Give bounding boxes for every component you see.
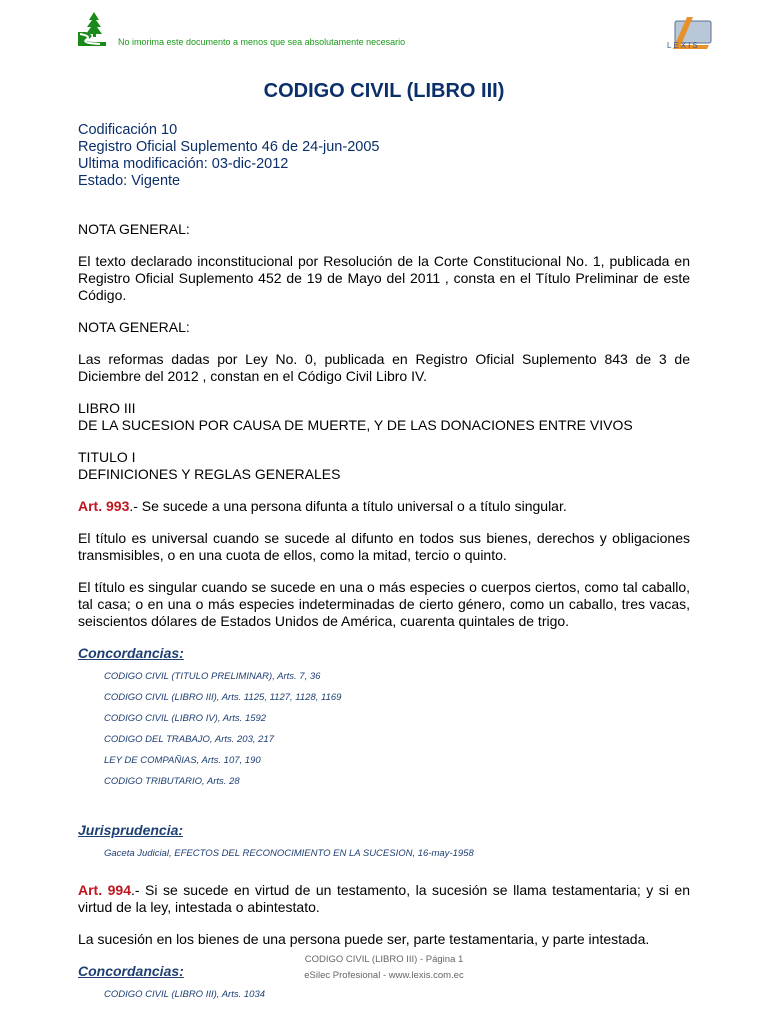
meta-line: Estado: Vigente [78, 173, 181, 189]
lexis-logo-text: LEXIS [667, 41, 700, 50]
meta-line: Codificación 10 [78, 122, 178, 138]
paragraph: La sucesión en los bienes de una persona puede ser, parte testamentaria, y parte intestada. [78, 931, 650, 947]
concordancia-link[interactable]: CODIGO CIVIL (LIBRO III), Arts. 1125, 1127, 1128, 1169 [104, 692, 342, 703]
paragraph: El título es universal cuando se sucede al difunto en todos sus bienes, derechos y obligaciones transmisibles, o en una cuota de ellos, como la mitad, tercio o quinto. [78, 530, 690, 563]
concordancias-list [78, 984, 690, 1005]
article-link[interactable]: Art. 994 [78, 882, 131, 898]
note-heading: NOTA GENERAL: [78, 319, 190, 335]
concordancias-heading: Concordancias: [78, 645, 184, 661]
footer-page: CODIGO CIVIL (LIBRO III) - Página 1 [304, 954, 464, 965]
document-meta [78, 122, 690, 190]
page-title: CODIGO CIVIL (LIBRO III) [263, 80, 505, 102]
concordancia-link[interactable]: CODIGO CIVIL (LIBRO IV), Arts. 1592 [104, 713, 267, 724]
concordancia-link[interactable]: CODIGO CIVIL (LIBRO III), Arts. 1034 [104, 989, 266, 1000]
meta-line: Registro Oficial Suplemento 46 de 24-jun-2005 [78, 139, 380, 155]
libro-title: DE LA SUCESION POR CAUSA DE MUERTE, Y DE LAS DONACIONES ENTRE VIVOS [78, 417, 633, 433]
note-text: El texto declarado inconstitucional por Resolución de la Corte Constitucional No. 1, publicada en Registro Oficial Suplemento 452 de 19 de Mayo del 2011 , consta en el Título Preliminar de este Código. [78, 253, 690, 303]
paragraph: El título es singular cuando se sucede en una o más especies o cuerpos ciertos, como tal caballo, tal casa; o en una o más especies indeterminadas de cierto género, como un caballo, tres vacas, seiscientos dólares de Estados Unidos de América, cuarenta quintales de trigo. [78, 579, 690, 629]
meta-line: Ultima modificación: 03-dic-2012 [78, 156, 289, 172]
print-notice: No imorima este documento a menos que sea absolutamente necesario [118, 37, 406, 47]
article-link[interactable]: Art. 993 [78, 498, 130, 514]
concordancia-link[interactable]: CODIGO CIVIL (TITULO PRELIMINAR), Arts. 7, 36 [104, 671, 321, 682]
article-text: .- Si se sucede en virtud de un testamento, la sucesión se llama testamentaria; y si en virtud de la ley, intestada o abintestato. [78, 882, 690, 915]
article-993 [78, 498, 690, 515]
concordancias-list [78, 666, 690, 792]
concordancia-link[interactable]: CODIGO DEL TRABAJO, Arts. 203, 217 [104, 734, 275, 745]
article-994 [78, 882, 690, 916]
jurisprudencia-link[interactable]: Gaceta Judicial, EFECTOS DEL RECONOCIMIENTO EN LA SUCESION, 16-may-1958 [104, 848, 474, 859]
jurisprudencia-list [78, 843, 690, 864]
article-text: .- Se sucede a una persona difunta a título universal o a título singular. [129, 498, 567, 514]
concordancia-link[interactable]: LEY DE COMPAÑIAS, Arts. 107, 190 [104, 755, 261, 766]
note-heading: NOTA GENERAL: [78, 221, 190, 237]
titulo-title: DEFINICIONES Y REGLAS GENERALES [78, 466, 341, 482]
tree-logo-icon [78, 12, 114, 46]
concordancia-link[interactable]: CODIGO TRIBUTARIO, Arts. 28 [104, 776, 240, 787]
titulo-heading [78, 449, 690, 483]
page-footer [0, 952, 768, 984]
libro-number: LIBRO III [78, 400, 136, 416]
titulo-number: TITULO I [78, 449, 136, 465]
libro-heading [78, 400, 690, 434]
note-text: Las reformas dadas por Ley No. 0, publicada en Registro Oficial Suplemento 843 de 3 de Diciembre del 2012 , constan en el Código Civil Libro IV. [78, 351, 690, 384]
footer-source: eSilec Profesional - www.lexis.com.ec [304, 970, 464, 981]
document-body [78, 122, 690, 1023]
jurisprudencia-heading: Jurisprudencia: [78, 822, 184, 838]
concordancias-heading: Concordancias: [78, 963, 184, 979]
